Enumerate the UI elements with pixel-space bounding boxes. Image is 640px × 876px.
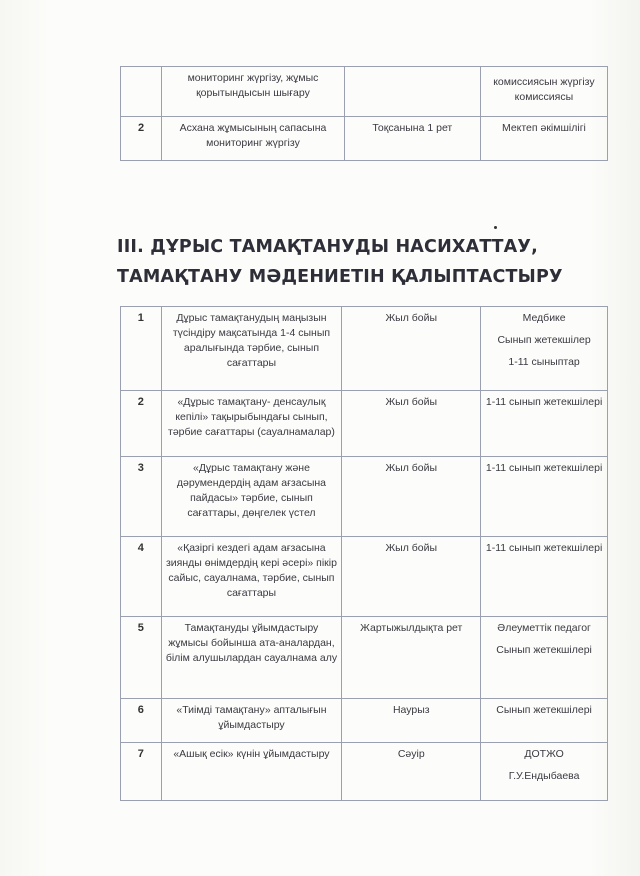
responsible-cell xyxy=(481,391,608,457)
responsible-cell xyxy=(481,743,608,801)
task-text: «Ашық есік» күнін ұйымдастыру xyxy=(161,743,342,801)
responsible-cell xyxy=(480,67,607,117)
period-text: Наурыз xyxy=(342,699,481,743)
period-text: Тоқсанына 1 рет xyxy=(344,117,480,161)
ink-dot xyxy=(494,226,497,229)
responsible-text: Мектеп әкімшілігі xyxy=(501,122,586,134)
period-text: Сәуір xyxy=(342,743,481,801)
responsible-cell xyxy=(480,117,607,161)
row-number xyxy=(121,67,162,117)
responsible-text: Сынып жетекшілері xyxy=(496,704,592,716)
table-row xyxy=(121,537,608,617)
table-row xyxy=(121,699,608,743)
responsible-text: Г.У.Ендыбаева xyxy=(508,770,580,782)
responsible-text: ДОТЖО xyxy=(524,748,564,760)
responsible-text: 1-11 сынып жетекшілері xyxy=(485,542,603,554)
period-text: Жыл бойы xyxy=(342,457,481,537)
row-number: 1 xyxy=(121,307,162,391)
responsible-text: 1-11 сынып жетекшілері xyxy=(485,396,603,408)
task-text: Тамақтануды ұйымдастыру жұмысы бойынша ата-аналардан, білім алушылардан сауалнама алу xyxy=(161,617,342,699)
row-number: 4 xyxy=(121,537,162,617)
responsible-text: Сынып жетекшілері xyxy=(496,644,592,656)
table-row xyxy=(121,307,608,391)
row-number: 2 xyxy=(121,391,162,457)
responsible-text: Медбике xyxy=(522,312,566,324)
task-text: мониторинг жүргізу, жұмыс қорытындысын шығару xyxy=(162,67,345,117)
main-table xyxy=(120,306,608,801)
task-text: Асхана жұмысының сапасына мониторинг жүргізу xyxy=(162,117,345,161)
table-row xyxy=(121,617,608,699)
row-number: 3 xyxy=(121,457,162,537)
table-row xyxy=(121,117,608,161)
task-text: «Тиімді тамақтану» апталығын ұйымдастыру xyxy=(161,699,342,743)
responsible-text: Сынып жетекшілер xyxy=(497,334,591,346)
task-text: «Дұрыс тамақтану- денсаулық кепілі» тақырыбындағы сынып, тәрбие сағаттары (сауалнамалар) xyxy=(161,391,342,457)
top-table xyxy=(120,66,608,161)
responsible-cell xyxy=(481,537,608,617)
table-row xyxy=(121,743,608,801)
period-text: Жыл бойы xyxy=(342,307,481,391)
period-text xyxy=(344,67,480,117)
row-number: 5 xyxy=(121,617,162,699)
period-text: Жыл бойы xyxy=(342,391,481,457)
responsible-cell xyxy=(481,307,608,391)
task-text: «Дұрыс тамақтану және дәрумендердің адам ағзасына пайдасы» тәрбие, сынып сағаттары, дөңгелек үстел xyxy=(161,457,342,537)
table-row xyxy=(121,457,608,537)
task-text: «Қазіргі кездегі адам ағзасына зиянды өнімдердің кері әсері» пікір сайыс, сауалнама, тәрбие, сынып сағаттары xyxy=(161,537,342,617)
table-row xyxy=(121,391,608,457)
responsible-text: 1-11 сынып жетекшілері xyxy=(485,462,603,474)
responsible-cell xyxy=(481,699,608,743)
row-number: 2 xyxy=(121,117,162,161)
period-text: Жыл бойы xyxy=(342,537,481,617)
responsible-cell xyxy=(481,457,608,537)
row-number: 7 xyxy=(121,743,162,801)
responsible-text: 1-11 сыныптар xyxy=(508,356,580,368)
responsible-cell xyxy=(481,617,608,699)
row-number: 6 xyxy=(121,699,162,743)
table-row xyxy=(121,67,608,117)
task-text: Дұрыс тамақтанудың маңызын түсіндіру мақсатында 1-4 сынып аралығында тәрбие, сынып сағаттары xyxy=(161,307,342,391)
section-heading: III. ДҰРЫС ТАМАҚТАНУДЫ НАСИХАТТАУ, ТАМАҚТАНУ МӘДЕНИЕТІН ҚАЛЫПТАСТЫРУ xyxy=(117,237,563,287)
responsible-text: Әлеуметтік педагог xyxy=(497,622,591,634)
responsible-text: комиссиясын жүргізу комиссиясы xyxy=(493,76,595,103)
period-text: Жартыжылдықта рет xyxy=(342,617,481,699)
